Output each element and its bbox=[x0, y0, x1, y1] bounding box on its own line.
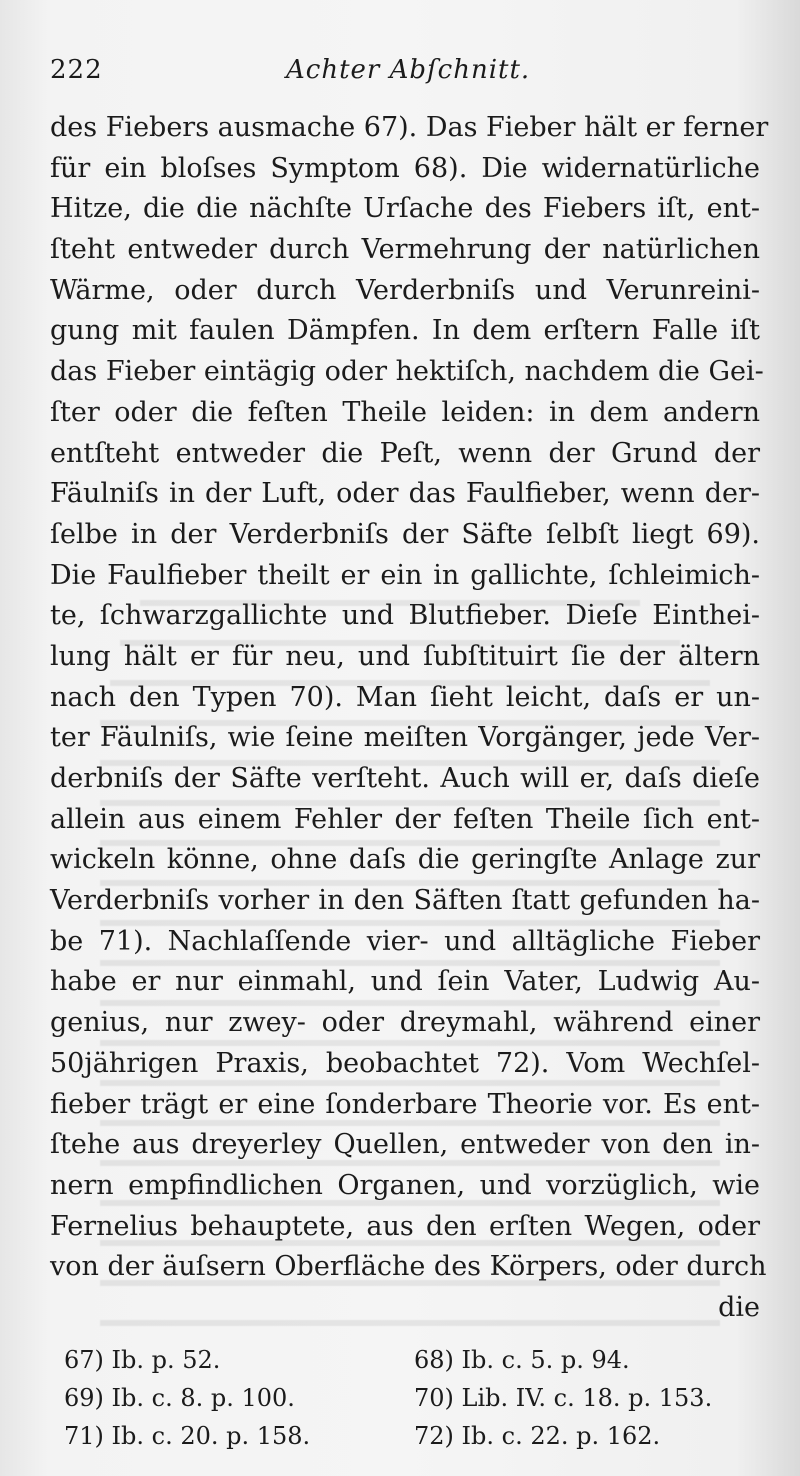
text-line: Verderbniſs vorher in den Säften ſtatt gefunden ha- bbox=[50, 885, 760, 917]
page-number: 222 bbox=[50, 55, 103, 85]
text-line: lung hält er für neu, und ſubſtituirt ſie der ältern bbox=[50, 640, 760, 672]
text-line: wickeln könne, ohne daſs die geringſte Anlage zur bbox=[50, 844, 760, 876]
text-line: derbniſs der Säfte verſteht. Auch will er, daſs dieſe bbox=[50, 763, 760, 794]
text-line: genius, nur zwey- oder dreymahl, während einer bbox=[50, 1007, 760, 1039]
footnote: 72) Ib. c. 22. p. 162. bbox=[414, 1422, 661, 1450]
catchword: die bbox=[718, 1291, 760, 1323]
text-line: gung mit faulen Dämpfen. In dem erſtern Falle iſt bbox=[50, 315, 760, 347]
footnote: 71) Ib. c. 20. p. 158. bbox=[64, 1422, 311, 1450]
page-header bbox=[50, 55, 760, 95]
text-line: fieber trägt er eine ſonderbare Theorie vor. Es ent- bbox=[50, 1088, 760, 1120]
footnote: 69) Ib. c. 8. p. 100. bbox=[64, 1384, 295, 1412]
text-line: das Fieber eintägig oder hektiſch, nachdem die Gei- bbox=[50, 356, 764, 388]
text-line: für ein bloſses Symptom 68). Die widernatürliche bbox=[50, 152, 760, 184]
text-line: allein aus einem Fehler der feſten Theile ſich ent- bbox=[50, 803, 760, 835]
text-line: Wärme, oder durch Verderbniſs und Verunreini- bbox=[50, 274, 760, 306]
text-line: ſteht entweder durch Vermehrung der natürlichen bbox=[50, 234, 760, 266]
text-line: entſteht entweder die Peſt, wenn der Grund der bbox=[50, 437, 760, 469]
text-line: 50jährigen Praxis, beobachtet 72). Vom Wechſel- bbox=[50, 1047, 760, 1079]
footnote: 68) Ib. c. 5. p. 94. bbox=[414, 1346, 630, 1374]
text-line: Hitze, die die nächſte Urſache des Fiebers iſt, ent- bbox=[50, 193, 760, 225]
footnote: 70) Lib. IV. c. 18. p. 153. bbox=[414, 1384, 713, 1412]
text-line: Fernelius behauptete, aus den erſten Wegen, oder bbox=[50, 1210, 760, 1242]
text-line: nern empfindlichen Organen, und vorzüglich, wie bbox=[50, 1169, 760, 1201]
text-line: des Fiebers ausmache 67). Das Fieber hält er ferner bbox=[50, 112, 769, 143]
text-line: ſelbe in der Verderbniſs der Säfte ſelbſt liegt 69). bbox=[50, 518, 760, 550]
text-line: be 71). Nachlaſſende vier- und alltägliche Fieber bbox=[50, 925, 760, 957]
text-line: von der äuſsern Oberfläche des Körpers, oder durch bbox=[50, 1251, 767, 1283]
footnote: 67) Ib. p. 52. bbox=[64, 1346, 221, 1374]
text-line: nach den Typen 70). Man ſieht leicht, daſs er un- bbox=[50, 681, 760, 713]
text-line: habe er nur einmahl, und ſein Vater, Ludwig Au- bbox=[50, 966, 760, 998]
text-line: ſtehe aus dreyerley Quellen, entweder von den in- bbox=[50, 1129, 760, 1161]
text-line: ter Fäulniſs, wie ſeine meiſten Vorgänger, jede Ver- bbox=[50, 722, 760, 754]
footnotes bbox=[64, 1346, 754, 1460]
body-text bbox=[50, 108, 769, 1329]
text-line: Die Faulfieber theilt er ein in gallichte, ſchleimich- bbox=[50, 559, 760, 591]
text-line: ſter oder die feſten Theile leiden: in dem andern bbox=[50, 396, 760, 428]
text-line: Fäulniſs in der Luft, oder das Faulfieber, wenn der- bbox=[50, 478, 760, 510]
footnote-row bbox=[64, 1346, 754, 1384]
text-line: te, ſchwarzgallichte und Blutfieber. Dieſe Einthei- bbox=[50, 600, 760, 632]
footnote-row bbox=[64, 1422, 754, 1460]
footnote-row bbox=[64, 1384, 754, 1422]
running-title: Achter Abſchnitt. bbox=[286, 55, 531, 85]
